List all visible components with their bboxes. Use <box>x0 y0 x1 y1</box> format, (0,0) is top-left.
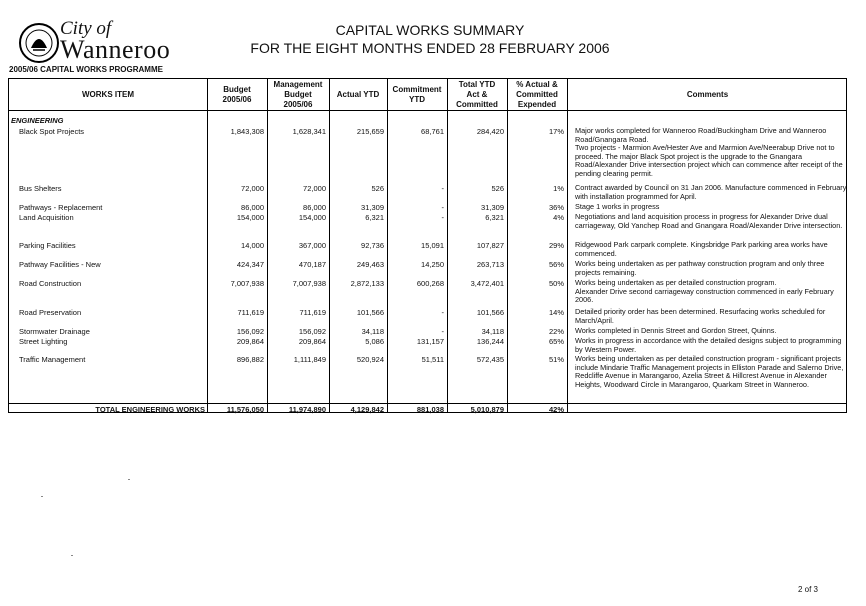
row-mgmt-budget: 72,000 <box>303 184 326 193</box>
row-budget: 156,092 <box>236 327 264 336</box>
col-budget: Budget 2005/06 <box>222 84 252 104</box>
row-item-name: Pathway Facilities - New <box>19 260 101 269</box>
row-actual-ytd: 520,924 <box>356 355 384 364</box>
row-total-ytd: 284,420 <box>476 127 504 136</box>
row-actual-ytd: 2,872,133 <box>350 279 384 288</box>
row-total-ytd: 107,827 <box>476 241 504 250</box>
row-commitment-ytd: - <box>441 327 444 336</box>
row-pct-expended: 51% <box>548 355 564 364</box>
row-actual-ytd: 34,118 <box>361 327 384 336</box>
row-comment: Negotiations and land acquisition process in progress for Alexander Drive dual carriageway, Old Yanchep Road and Gnangara Road/Alexander Drive intersection. <box>575 212 843 230</box>
row-comment: Works being undertaken as per detailed construction program - significant projects include Mindarie Traffic Management projects in Elliston Parade and Salerno Drive, Redcliffe Avenue in Marangaroo, Azelia Street & Hillcrest Avenue in Alexander Heights, Woodward Circle in Marangaroo, Quarkam Street in Wanneroo. <box>575 354 844 389</box>
row-comment: Ridgewood Park carpark complete. Kingsbridge Park parking area works have commenced. <box>575 240 828 258</box>
row-item-name: Land Acquisition <box>19 213 74 222</box>
row-pct-expended: 4% <box>553 213 564 222</box>
row-actual-ytd: 101,566 <box>356 308 384 317</box>
row-commitment-ytd: 68,761 <box>421 127 444 136</box>
row-mgmt-budget: 156,092 <box>298 327 326 336</box>
row-pct-expended: 29% <box>548 241 564 250</box>
row-total-ytd: 136,244 <box>476 337 504 346</box>
row-item-name: Stormwater Drainage <box>19 327 90 336</box>
row-commitment-ytd: - <box>441 213 444 222</box>
row-commitment-ytd: - <box>441 203 444 212</box>
row-mgmt-budget: 1,628,341 <box>292 127 326 136</box>
total-total-ytd: 5,010,879 <box>470 405 504 414</box>
row-item-name: Road Preservation <box>19 308 82 317</box>
total-actual: 4,129,842 <box>350 405 384 414</box>
row-budget: 7,007,938 <box>230 279 264 288</box>
row-mgmt-budget: 470,187 <box>298 260 326 269</box>
row-actual-ytd: 215,659 <box>356 127 384 136</box>
row-total-ytd: 526 <box>491 184 504 193</box>
row-total-ytd: 6,321 <box>485 213 504 222</box>
row-item-name: Road Construction <box>19 279 82 288</box>
total-commitment: 881,038 <box>416 405 444 414</box>
row-budget: 209,864 <box>236 337 264 346</box>
row-commitment-ytd: - <box>441 308 444 317</box>
row-pct-expended: 36% <box>548 203 564 212</box>
report-title: CAPITAL WORKS SUMMARY <box>335 22 525 38</box>
row-pct-expended: 1% <box>553 184 564 193</box>
row-pct-expended: 22% <box>548 327 564 336</box>
report-period: FOR THE EIGHT MONTHS ENDED 28 FEBRUARY 2006 <box>250 40 610 56</box>
total-budget: 11,576,050 <box>226 405 264 414</box>
row-total-ytd: 31,309 <box>481 203 504 212</box>
row-actual-ytd: 526 <box>371 184 384 193</box>
row-actual-ytd: 249,463 <box>356 260 384 269</box>
row-total-ytd: 3,472,401 <box>470 279 504 288</box>
row-commitment-ytd: 131,157 <box>416 337 444 346</box>
row-comment: Works in progress in accordance with the detailed designs subject to programming by Western Power. <box>575 336 842 354</box>
row-commitment-ytd: 600,268 <box>416 279 444 288</box>
row-budget: 424,347 <box>236 260 264 269</box>
row-total-ytd: 263,713 <box>476 260 504 269</box>
row-pct-expended: 50% <box>548 279 564 288</box>
row-budget: 896,882 <box>236 355 264 364</box>
row-commitment-ytd: 14,250 <box>421 260 444 269</box>
row-budget: 1,843,308 <box>230 127 264 136</box>
row-budget: 72,000 <box>241 184 264 193</box>
col-pct-expended: % Actual & Committed Expended <box>516 79 558 109</box>
section-engineering: ENGINEERING <box>11 116 64 125</box>
row-comment: Works being undertaken as per detailed construction program. Alexander Drive second carriageway construction commenced in early February 2006. <box>575 278 834 305</box>
row-comment: Major works completed for Wanneroo Road/Buckingham Drive and Wanneroo Road/Gnangara Road. Two projects - Marmion Ave/Hester Ave and Marmion Ave/Neerabup Drive not to proceed. The major Black Spot project is the upgrade to the Gnangara Road/Alexander Drive intersection project which can commence after receipt of the pending clearing permit. <box>575 126 843 178</box>
row-comment: Stage 1 works in progress <box>575 202 660 211</box>
row-total-ytd: 572,435 <box>476 355 504 364</box>
logo-wanneroo: Wanneroo <box>60 35 171 64</box>
total-pct: 42% <box>548 405 564 414</box>
row-mgmt-budget: 367,000 <box>298 241 326 250</box>
page-number: 2 of 3 <box>797 585 818 594</box>
row-commitment-ytd: 15,091 <box>421 241 444 250</box>
col-works-item: WORKS ITEM <box>82 89 134 99</box>
row-mgmt-budget: 209,864 <box>298 337 326 346</box>
row-mgmt-budget: 154,000 <box>298 213 326 222</box>
row-comment: Contract awarded by Council on 31 Jan 2006. Manufacture commenced in February with installation programmed for April. <box>575 183 847 201</box>
col-actual-ytd: Actual YTD <box>336 89 380 99</box>
row-budget: 14,000 <box>241 241 264 250</box>
row-item-name: Pathways - Replacement <box>19 203 103 212</box>
row-comment: Works completed in Dennis Street and Gordon Street, Quinns. <box>575 326 777 335</box>
row-comment: Detailed priority order has been determined. Resurfacing works scheduled for March/April. <box>575 307 826 325</box>
row-mgmt-budget: 1,111,849 <box>293 355 326 364</box>
row-pct-expended: 14% <box>548 308 564 317</box>
col-comments: Comments <box>686 89 729 99</box>
row-budget: 86,000 <box>241 203 264 212</box>
row-actual-ytd: 92,736 <box>361 241 384 250</box>
row-budget: 711,619 <box>237 308 264 317</box>
row-total-ytd: 34,118 <box>481 327 504 336</box>
row-pct-expended: 56% <box>548 260 564 269</box>
row-comment: Works being undertaken as per pathway construction program and only three projects remaining. <box>575 259 825 277</box>
row-item-name: Bus Shelters <box>19 184 62 193</box>
city-seal-logo <box>18 22 60 64</box>
row-commitment-ytd: - <box>441 184 444 193</box>
row-item-name: Traffic Management <box>19 355 86 364</box>
row-budget: 154,000 <box>236 213 264 222</box>
row-mgmt-budget: 711,619 <box>299 308 326 317</box>
row-actual-ytd: 6,321 <box>365 213 384 222</box>
row-pct-expended: 65% <box>548 337 564 346</box>
logo-city-of: City of <box>60 18 112 39</box>
row-item-name: Black Spot Projects <box>19 127 85 136</box>
row-total-ytd: 101,566 <box>476 308 504 317</box>
row-pct-expended: 17% <box>548 127 564 136</box>
total-mgmt-budget: 11,974,890 <box>288 405 326 414</box>
total-label: TOTAL ENGINEERING WORKS <box>95 405 205 414</box>
programme-label: 2005/06 CAPITAL WORKS PROGRAMME <box>9 65 163 74</box>
row-commitment-ytd: 51,511 <box>421 355 444 364</box>
row-item-name: Parking Facilities <box>19 241 76 250</box>
col-commitment-ytd: Commitment YTD <box>392 84 442 104</box>
row-actual-ytd: 5,086 <box>365 337 384 346</box>
col-management-budget: Management Budget 2005/06 <box>273 79 323 109</box>
row-item-name: Street Lighting <box>19 337 68 346</box>
row-actual-ytd: 31,309 <box>361 203 384 212</box>
row-mgmt-budget: 86,000 <box>303 203 326 212</box>
capital-works-table <box>8 78 847 413</box>
col-total-ytd: Total YTD Act & Committed <box>456 79 498 109</box>
row-mgmt-budget: 7,007,938 <box>292 279 326 288</box>
